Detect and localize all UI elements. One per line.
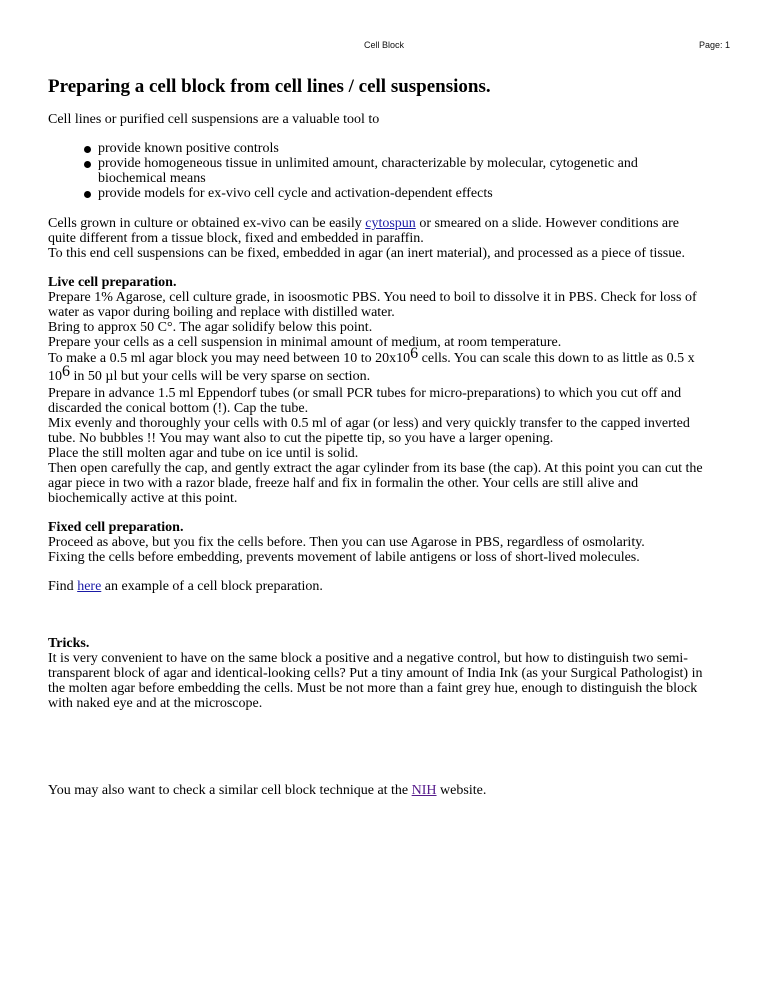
live-cell-section: Live cell preparation. Prepare 1% Agarose, cell culture grade, in isoosmotic PBS. You need to boil to dissolve it in PBS. Check for loss of water as vapor during boiling and replace with distilled water. Bring to approx 50 C°. The agar solidify below this point. Prepare your cells as a cell suspension in minimal amount of medium, at room temperature. To make a 0.5 ml agar block you may need between 10 to $20x10^6$ cells. You can scale this down to as little as 0.5 x $10^6$ in 50 µl but your cells will be very sparse on section. Prepare in advance 1.5 ml Eppendorf tubes (or small PCR tubes for micro-preparations) to which you cut off and discarded the conical bottom (!). Cap the tube. Mix evenly and thoroughly your cells with 0.5 ml of agar (or less) and very quickly transfer to the capped inverted tube. No bubbles !! You may want also to cut the pipette tip, so you have a larger opening. Place the still molten agar and tube on ice until is solid. Then open carefully the cap, and gently extract the agar cylinder from its base (the cap). At this point you can cut the agar piece in two with a razor blade, freeze half and fix in formalin the other. Your cells are still alive and biochemically active at this point. [48,275,708,506]
running-header-title: Cell Block [363,40,404,50]
page-number: Page: 1 [698,40,730,50]
nih-link[interactable]: NIH [411,783,437,798]
find-example-paragraph: Find here an example of a cell block preparation. [48,579,323,594]
fixed-cell-section: Fixed cell preparation. Proceed as above, but you fix the cells before. Then you can use Agarose in PBS, regardless of osmolarity. Fixing the cells before embedding, prevents movement of labile antigens or loss of short-lived molecules. [48,520,708,565]
nih-paragraph: You may also want to check a similar cell block technique at the NIH website. [48,783,487,798]
live-cell-heading: Live cell preparation. [48,275,177,290]
cytospun-link[interactable]: cytospun [365,216,416,231]
list-item: provide known positive controls [98,141,708,156]
document-body [48,76,708,812]
fixed-cell-heading: Fixed cell preparation. [48,520,184,535]
here-link[interactable]: here [77,579,102,594]
bullet-list [48,141,708,201]
list-item: provide homogeneous tissue in unlimited amount, characterizable by molecular, cytogenetic and biochemical means [98,156,708,186]
paragraph-cytospin: Cells grown in culture or obtained ex-vivo can be easily cytospun or smeared on a slide. However conditions are quite different from a tissue block, fixed and embedded in paraffin. To this end cell suspensions can be fixed, embedded in agar (an inert material), and processed as a piece of tissue. [48,216,685,261]
tricks-section: Tricks. It is very convenient to have on the same block a positive and a negative control, but how to distinguish two semi-transparent block of agar and identical-looking cells? Put a tiny amount of India Ink (as your Surgical Pathologist) in the molten agar before embedding the cells. Must be not more than a faint grey hue, enough to distinguish the block with naked eye and at the microscope. [48,636,708,711]
intro-paragraph: Cell lines or purified cell suspensions are a valuable tool to [48,112,380,127]
tricks-heading: Tricks. [48,636,90,651]
page-title: Preparing a cell block from cell lines / cell suspensions. [48,76,491,97]
list-item: provide models for ex-vivo cell cycle and activation-dependent effects [98,186,708,201]
